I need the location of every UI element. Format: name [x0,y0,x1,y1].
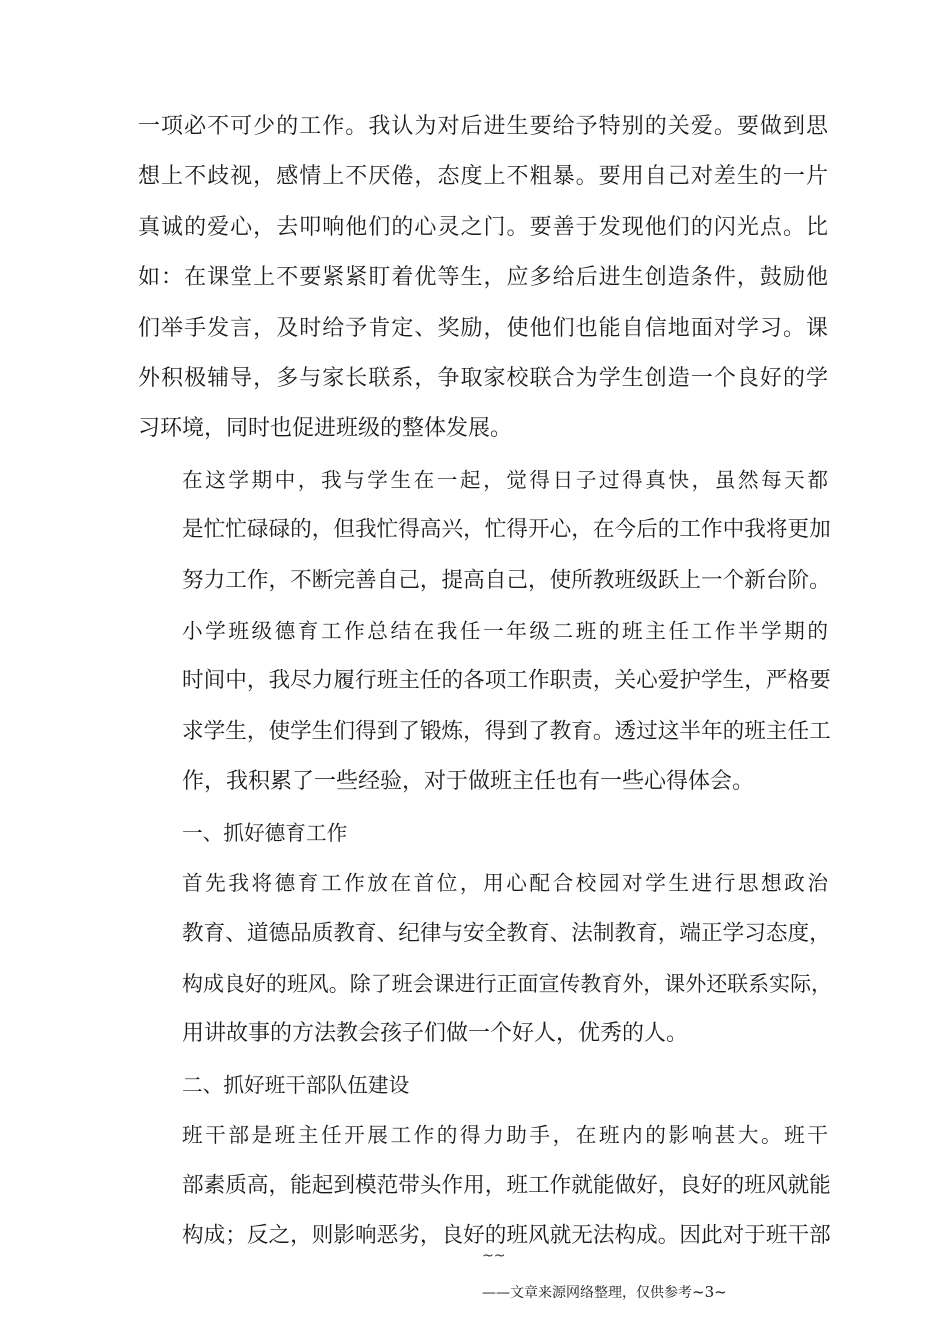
text-line: 一、抓好德育工作 [182,820,348,845]
paragraph [138,808,828,858]
text-line: 是忙忙碌碌的，但我忙得高兴，忙得开心，在今后的工作中我将更加 [182,517,831,543]
text-line: 构成；反之，则影响恶劣，良好的班风就无法构成。因此对于班干部 [182,1222,831,1248]
text-line: 求学生，使学生们得到了锻炼，得到了教育。透过这半年的班主任工 [182,718,831,744]
text-line: 努力工作，不断完善自己，提高自己，使所教班级跃上一个新台阶。 [182,567,831,593]
text-line: 首先我将德育工作放在首位，用心配合校园对学生进行思想政治 [182,871,828,896]
paragraph [138,1110,831,1261]
footer-mark: ~~ [482,1248,506,1264]
text-line: 真诚的爱心，去叩响他们的心灵之门。要善于发现他们的闪光点。比 [138,214,828,240]
footer-note [482,1282,727,1302]
text-line: 构成良好的班风。除了班会课进行正面宣传教育外，课外还联系实际， [182,971,833,996]
paragraph [138,1060,828,1110]
text-line: 班干部是班主任开展工作的得力助手，在班内的影响甚大。班干 [182,1123,828,1148]
text-line: 如：在课堂上不要紧紧盯着优等生，应多给后进生创造条件，鼓励他 [138,265,828,291]
page-number: ~3~ [692,1283,727,1301]
text-line: 用讲故事的方法教会孩子们做一个好人，优秀的人。 [182,1021,689,1047]
text-line: 二、抓好班干部队伍建设 [182,1072,410,1097]
text-line: 们举手发言，及时给予肯定、奖励，使他们也能自信地面对学习。课 [138,315,828,341]
text-line: 想上不歧视，感情上不厌倦，态度上不粗暴。要用自己对差生的一片 [138,164,828,190]
text-line: 在这学期中，我与学生在一起，觉得日子过得真快，虽然每天都 [182,467,828,492]
text-line: 时间中，我尽力履行班主任的各项工作职责，关心爱护学生，严格要 [182,668,831,694]
paragraph [138,102,828,455]
text-line: 习环境，同时也促进班级的整体发展。 [138,416,513,442]
paragraph [138,858,833,1060]
text-line: 外积极辅导，多与家长联系，争取家校联合为学生创造一个良好的学 [138,366,828,392]
text-line: 一项必不可少的工作。我认为对后进生要给予特别的关爱。要做到思 [138,114,828,139]
footer-source-note: ——文章来源网络整理，仅供参考 [482,1285,692,1301]
text-line: 小学班级德育工作总结在我任一年级二班的班主任工作半学期的 [182,619,828,644]
text-line: 作，我积累了一些经验，对于做班主任也有一些心得体会。 [182,769,755,795]
paragraph [138,606,831,808]
paragraph [138,455,831,606]
text-line: 教育、道德品质教育、纪律与安全教育、法制教育，端正学习态度， [182,920,831,946]
document-body [138,102,833,1261]
text-line: 部素质高，能起到模范带头作用，班工作就能做好，良好的班风就能 [182,1172,831,1198]
